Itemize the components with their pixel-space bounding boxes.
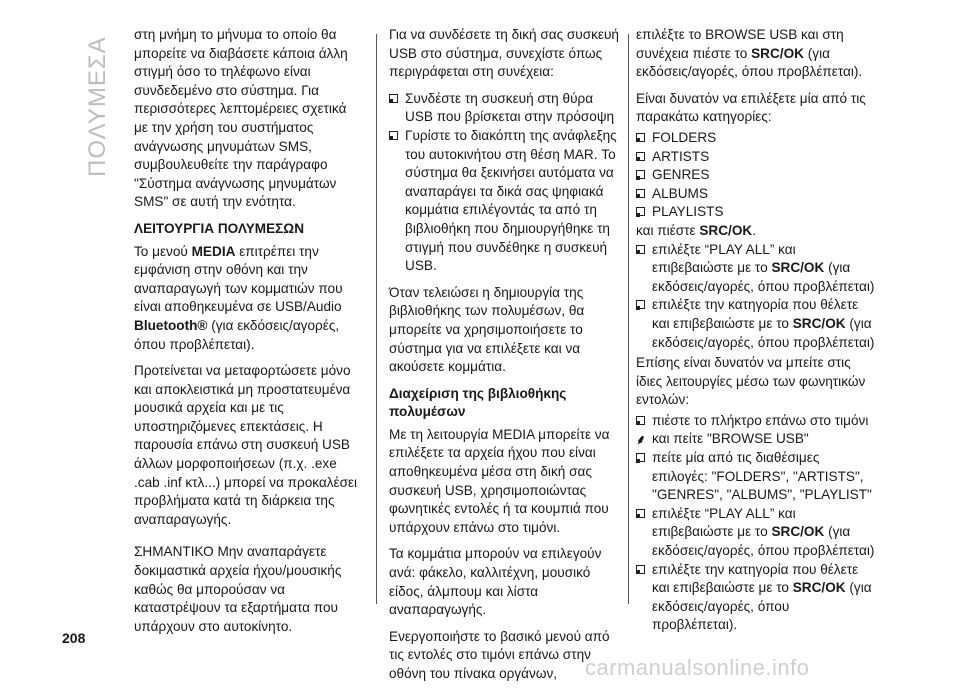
section-side-title: ΠΟΛΥΜΕΣΑ — [84, 36, 111, 177]
bold-term: Bluetooth® — [134, 317, 208, 333]
bullet-icon — [636, 453, 645, 462]
paragraph: Τα κομμάτια μπορούν να επιλεγούν ανά: φάκελο, καλλιτέχνη, μουσικό είδος, άλμπουμ και λίστα αναπαραγωγής. — [389, 546, 602, 618]
text: επιλέξτε την κατηγορία που θέλετε και επιβεβαιώστε με το — [652, 297, 859, 331]
bullet-icon — [636, 170, 645, 179]
category-label: PLAYLISTS — [652, 204, 724, 220]
paragraph: Με τη λειτουργία MEDIA μπορείτε να επιλέξετε τα αρχεία ήχου που είναι αποθηκευμένα μέσα στη δική σας συσκευή USB, χρησιμοποιώντας φωνητικές εντολές ή τα κουμπιά που υπάρχουν επάνω στο τιμόνι. — [389, 426, 610, 535]
bullet-item — [636, 505, 876, 561]
paragraph: Επίσης είναι δυνατόν να μπείτε στις ίδιες λειτουργίες μέσω των φωνητικών εντολών: — [636, 355, 866, 408]
bullet-item — [389, 127, 621, 276]
bullet-item — [636, 412, 876, 431]
bullet-icon — [636, 189, 645, 198]
column-divider — [628, 34, 629, 604]
bold-term: SRC/OK — [751, 45, 804, 61]
bullet-icon — [636, 207, 645, 216]
text: (για εκδόσεις/αγορές, όπου προβλέπεται) — [652, 524, 875, 559]
paragraph — [636, 222, 876, 241]
text: και πιέστε — [636, 222, 700, 238]
category-label: FOLDERS — [652, 129, 717, 145]
text: επιλέξτε “PLAY ALL” και επιβεβαιώστε με το — [652, 241, 796, 276]
category-item — [636, 166, 876, 185]
bold-term: MEDIA — [191, 243, 236, 259]
bullet-icon — [636, 565, 645, 574]
bullet-item — [636, 241, 876, 297]
text: (για εκδόσεις/αγορές, όπου προβλέπεται) — [652, 260, 875, 294]
section-heading-multimedia: ΛΕΙΤΟΥΡΓΙΑ ΠΟΛΥΜΕΣΩΝ — [134, 220, 305, 236]
text: πείτε μία από τις διαθέσιμες επιλογές: "FOLDERS", "ARTISTS", "GENRES", "ALBUMS", "PLAYLIST" — [652, 450, 872, 503]
bullet-icon — [389, 94, 398, 103]
paragraph: Ενεργοποιήστε το βασικό μενού από τις εντολές στο τιμόνι επάνω στην οθόνη του πίνακα οργάνων, — [389, 628, 610, 681]
category-item — [636, 203, 876, 222]
paragraph — [636, 26, 876, 82]
text: πιέστε το πλήκτρο επάνω στο τιμόνι — [652, 412, 869, 428]
text: επιλέξτε “PLAY ALL” και επιβεβαιώστε με το — [652, 505, 796, 540]
bullet-item — [389, 90, 621, 127]
text: και πείτε "BROWSE USB" — [652, 431, 809, 447]
category-item — [636, 129, 876, 148]
category-item — [636, 148, 876, 167]
text: επιτρέπει την εμφάνιση στην οθόνη και την αναπαραγωγή των κομματιών που είναι αποθηκευμένα σε USB/Audio — [134, 243, 343, 315]
bullet-text: Συνδέστε τη συσκευή στη θύρα USB που βρίσκεται στην πρόσοψη — [405, 90, 615, 125]
bold-term: SRC/OK — [699, 222, 753, 238]
paragraph: Είναι δυνατόν να επιλέξετε μία από τις παρακάτω κατηγορίες: — [636, 90, 866, 125]
important-note: ΣΗΜΑΝΤΙΚΟ Μην αναπαράγετε δοκιμαστικά αρχεία ήχου/μουσικής καθώς θα μπορούσαν να καταστρέψουν τα εξαρτήματα που υπάρχουν στο αυτοκίνητο. — [134, 544, 342, 634]
paragraph: Για να συνδέσετε τη δική σας συσκευή USB στο σύστημα, συνεχίστε όπως περιγράφεται στη συνέχεια: — [389, 27, 619, 80]
paragraph: Όταν τελειώσει η δημιουργία της βιβλιοθήκης των πολυμέσων, θα μπορείτε να χρησιμοποιήσετε το σύστημα για να επιλέξετε και να ακούσετε κομμάτια. — [389, 284, 585, 375]
column-right — [636, 26, 876, 635]
category-label: ARTISTS — [652, 148, 710, 164]
bullet-icon — [636, 300, 645, 309]
bullet-item — [636, 449, 876, 505]
text: (για εκδόσεις/αγορές, όπου προβλέπεται). — [652, 580, 872, 633]
bold-term: SRC/OK — [792, 315, 846, 331]
page-number: 208 — [62, 630, 86, 646]
bullet-icon — [636, 416, 645, 425]
column-middle — [389, 26, 621, 692]
bullet-item — [636, 296, 876, 352]
bullet-icon — [636, 509, 645, 518]
category-item — [636, 185, 876, 204]
category-label: GENRES — [652, 167, 710, 183]
text: . — [752, 222, 756, 238]
section-heading-library: Διαχείριση της βιβλιοθήκης πολυμέσων — [389, 385, 567, 420]
watermark: carmanualsonline.info — [585, 655, 810, 680]
bold-term: SRC/OK — [792, 580, 846, 596]
bullet-icon — [636, 133, 645, 142]
bullet-icon — [636, 245, 645, 254]
column-divider — [376, 34, 377, 604]
bullet-text: Γυρίστε το διακόπτη της ανάφλεξης του αυτοκινήτου στη θέση MAR. Το σύστημα θα ξεκινήσει αυτόματα να αναπαράγει τα δικά σας ψηφιακά κομμάτια επιλέγοντάς τα από τη βιβλιοθήκη που δημιουργήθηκε τη στιγμή που συνδέθηκε η συσκευή USB. — [405, 127, 617, 274]
paragraph: Προτείνεται να μεταφορτώσετε μόνο και αποκλειστικά μη προστατευμένα μουσικά αρχεία και με τις υποστηριζόμενες επεκτάσεις. Η παρουσία επάνω στη συσκευή USB άλλων μορφοποιήσεων (π.χ. .exe .cab .inf κτλ...) μπορεί να προκαλέσει προβλήματα κατά τη διάρκεια της αναπαραγωγής. — [134, 363, 358, 527]
voice-command-item — [636, 430, 876, 449]
paragraph — [134, 243, 360, 355]
text: (για εκδόσεις/αγορές, όπου προβλέπεται). — [636, 45, 863, 80]
bullet-icon — [389, 131, 398, 140]
bullet-item — [636, 561, 876, 635]
bold-term: SRC/OK — [771, 260, 825, 276]
voice-command-icon: ⸙ — [636, 432, 646, 448]
column-left — [134, 26, 360, 644]
category-label: ALBUMS — [652, 185, 708, 201]
text: επιλέξτε το BROWSE USB και στη συνέχεια πιέστε το — [636, 27, 844, 61]
text: Το μενού — [134, 243, 192, 259]
bullet-icon — [636, 152, 645, 161]
paragraph: στη μνήμη το μήνυμα το οποίο θα μπορείτε να διαβάσετε κάποια άλλη στιγμή όσο το τηλέφωνο είναι συνδεδεμένο στο σύστημα. Για περισσότερες λεπτομέρειες σχετικά με την χρήση του συστήματος ανάγνωσης μηνυμάτων SMS, συμβουλευθείτε την παράγραφο "Σύστημα ανάγνωσης μηνυμάτων SMS" σε αυτή την ενότητα. — [134, 27, 348, 210]
text: (για εκδόσεις/αγορές, όπου προβλέπεται). — [134, 317, 340, 352]
text: επιλέξτε την κατηγορία που θέλετε και επιβεβαιώστε με το — [652, 561, 859, 596]
text: (για εκδόσεις/αγορές, όπου προβλέπεται) — [652, 315, 875, 350]
bold-term: SRC/OK — [771, 524, 825, 540]
